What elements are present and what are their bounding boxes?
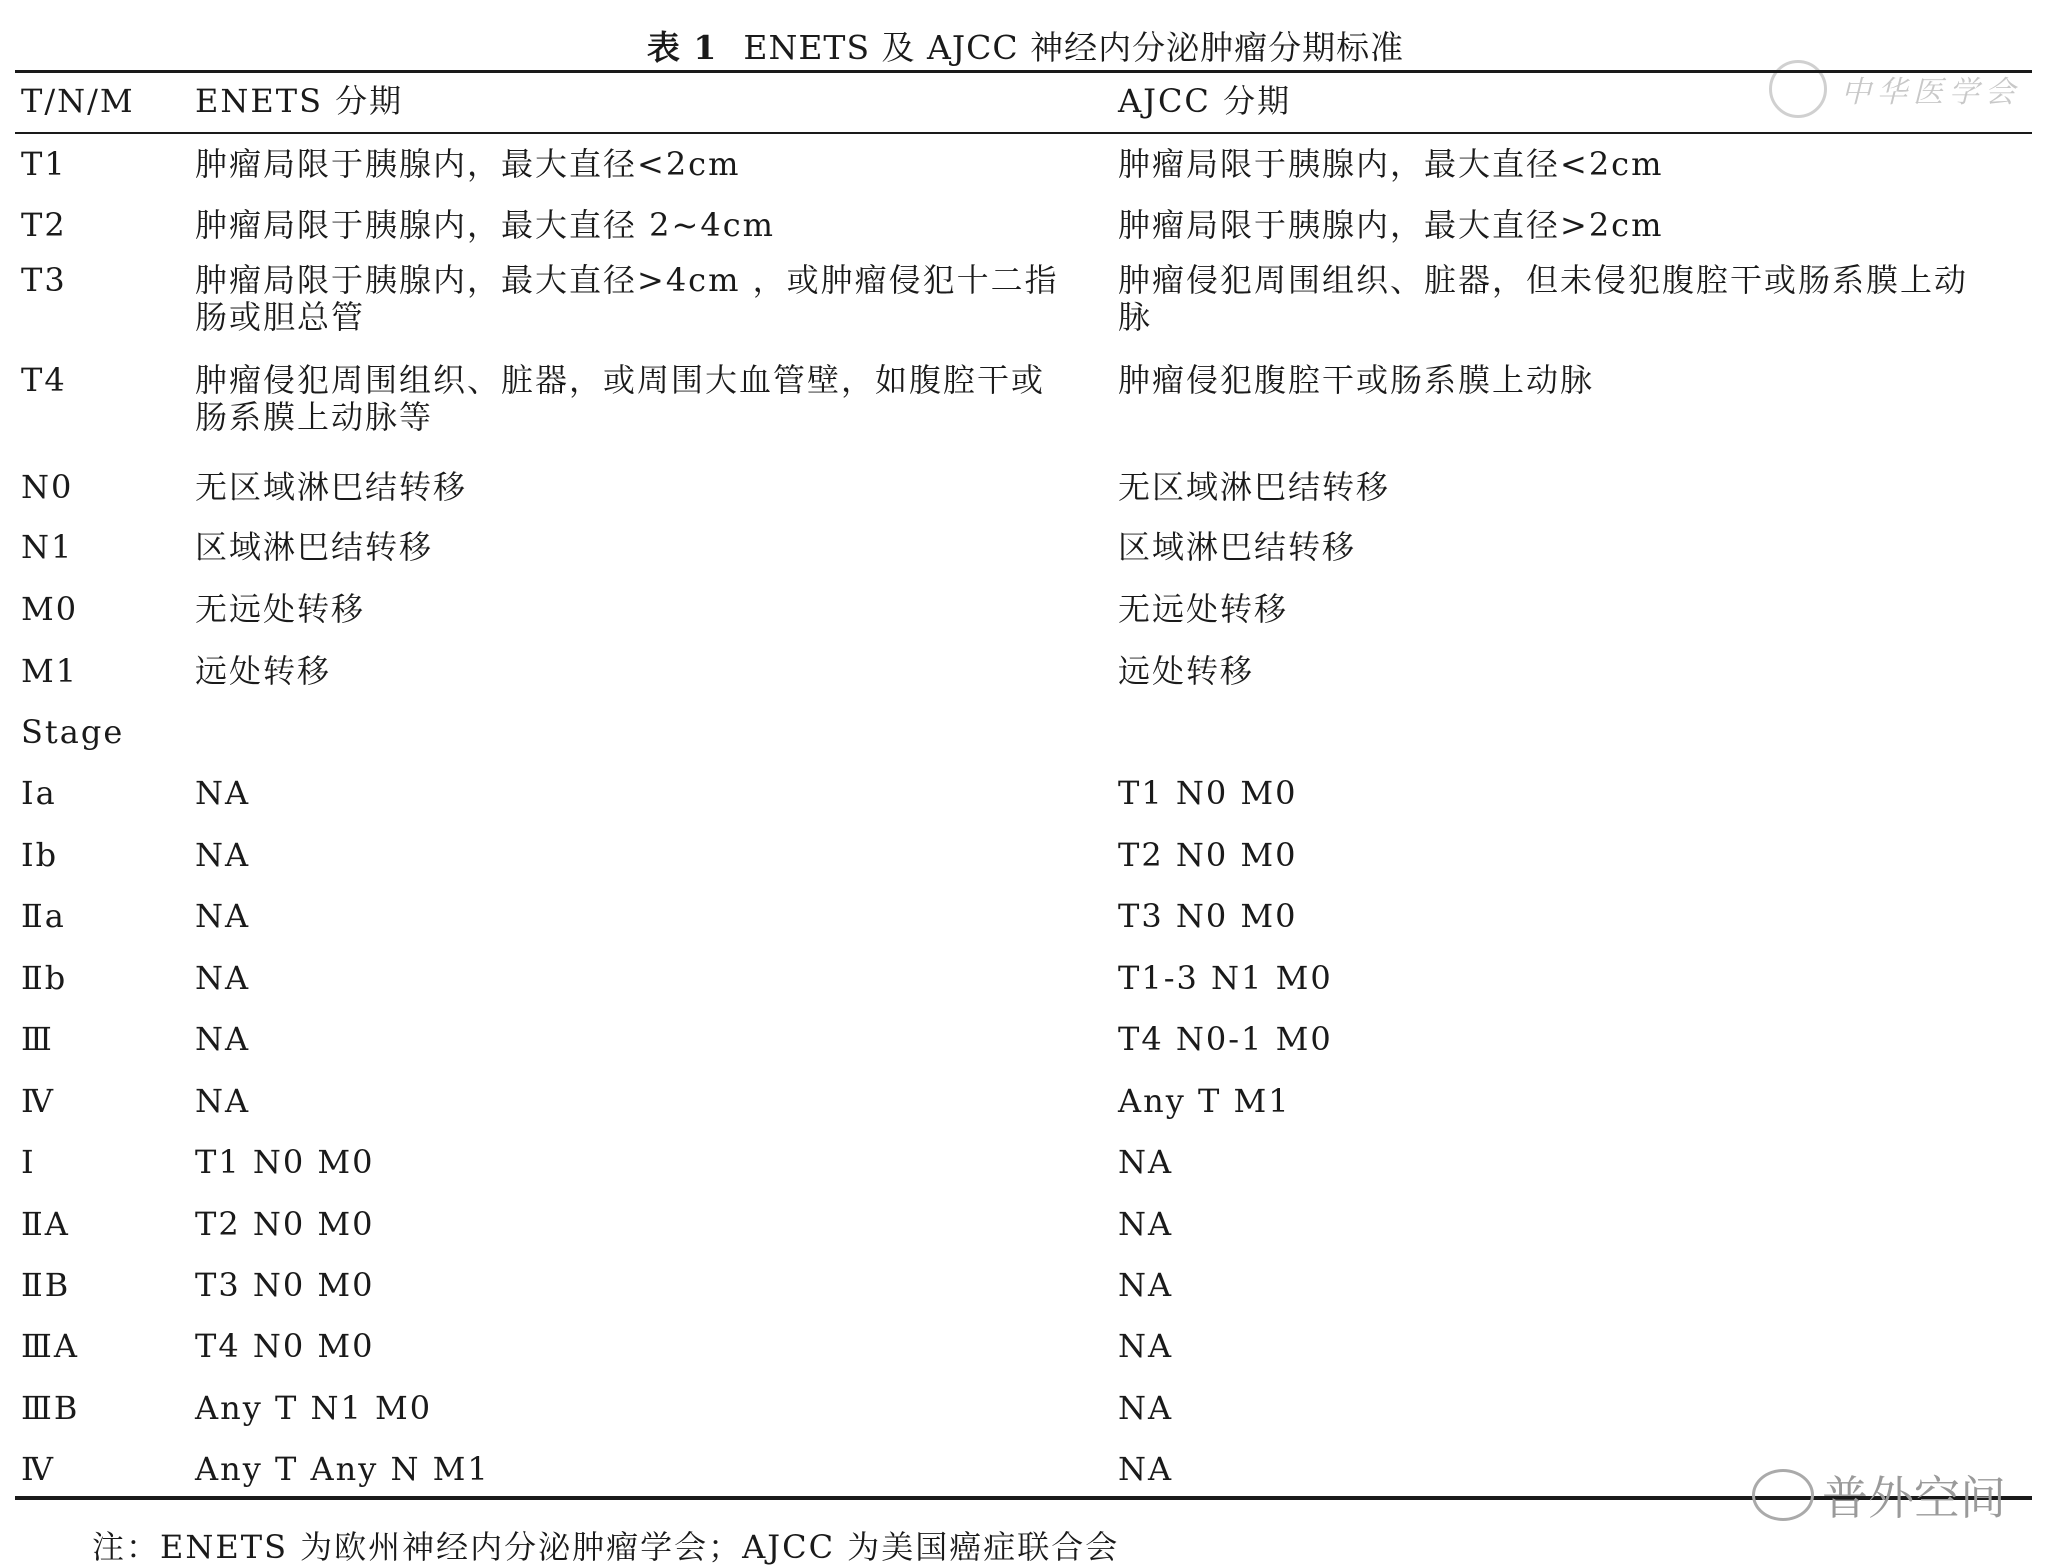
table-note: 注：ENETS 为欧州神经内分泌肿瘤学会；AJCC 为美国癌症联合会 (92, 1528, 1120, 1566)
cell-line: 肿瘤侵犯腹腔干或肠系膜上动脉 (1118, 361, 1595, 399)
cell-enets (195, 1144, 375, 1181)
cell-ajcc (1118, 960, 1333, 997)
cell-ajcc (1118, 262, 1968, 336)
cell-line: T1 N0 M0 (1118, 774, 1298, 812)
cell-enets (195, 1267, 375, 1304)
cell-ajcc (1118, 1206, 1173, 1243)
cell-enets (195, 529, 433, 566)
row-label: N1 (21, 528, 74, 566)
cell-enets (195, 1206, 375, 1243)
cell-line: T2 N0 M0 (1118, 836, 1298, 874)
cell-ajcc (1118, 1083, 1291, 1120)
cell-line: 无区域淋巴结转移 (1118, 468, 1391, 506)
cell-line: 无远处转移 (195, 590, 366, 628)
cell-line: 肠或胆总管 (195, 298, 366, 336)
cell-enets (195, 1021, 250, 1058)
cell-line: Any T Any N M1 (195, 1450, 490, 1488)
cell-enets (195, 591, 365, 628)
cell-ajcc (1118, 469, 1390, 506)
cell-ajcc (1118, 146, 1663, 183)
row-label: ⅢA (21, 1327, 79, 1365)
row-label: N0 (21, 468, 74, 506)
row-label: Ⅰ (21, 1143, 36, 1181)
cell-line: NA (195, 959, 251, 997)
cell-ajcc (1118, 1451, 1173, 1488)
cell-line: NA (195, 774, 251, 812)
bottom-rule (15, 1496, 2032, 1500)
cell-ajcc (1118, 1144, 1173, 1181)
cell-line: 无远处转移 (1118, 590, 1289, 628)
cell-line: T4 N0 M0 (195, 1327, 375, 1365)
header-ajcc: AJCC 分期 (1118, 82, 1292, 120)
cell-line: 远处转移 (1118, 652, 1255, 690)
cell-line: 肿瘤局限于胰腺内，最大直径 2~4cm (195, 206, 775, 244)
cell-ajcc (1118, 362, 1594, 399)
cell-ajcc (1118, 529, 1356, 566)
row-label: Ⅱa (21, 897, 66, 935)
table-title (0, 22, 2051, 69)
cell-ajcc (1118, 207, 1663, 244)
cell-enets (195, 469, 467, 506)
cell-line: Any T M1 (1118, 1082, 1291, 1120)
cell-enets (195, 362, 1045, 436)
cell-enets (195, 146, 740, 183)
cell-ajcc (1118, 1267, 1173, 1304)
cell-line: NA (1118, 1205, 1174, 1243)
header-tnm: T/N/M (21, 82, 135, 120)
row-label: T3 (21, 261, 67, 299)
row-label: M0 (21, 590, 79, 628)
header-enets: ENETS 分期 (195, 82, 404, 120)
cell-line: 区域淋巴结转移 (1118, 528, 1357, 566)
cell-line: T4 N0-1 M0 (1118, 1020, 1333, 1058)
cell-line: NA (195, 836, 251, 874)
cell-enets (195, 1328, 375, 1365)
publisher-watermark-text: 中华医学会 (1841, 75, 2021, 110)
cell-enets (195, 1083, 250, 1120)
row-label: M1 (21, 652, 79, 690)
seal-icon (1769, 60, 1827, 118)
top-rule (15, 70, 2032, 73)
row-label: Stage (21, 713, 125, 751)
cell-enets (195, 837, 250, 874)
cell-line: NA (1118, 1143, 1174, 1181)
row-label: Ⅰb (21, 836, 59, 874)
publisher-watermark (1769, 60, 2021, 118)
cell-ajcc (1118, 653, 1254, 690)
row-label: Ⅱb (21, 959, 68, 997)
row-label: Ⅳ (21, 1082, 55, 1120)
cell-enets (195, 1451, 490, 1488)
cell-ajcc (1118, 1021, 1333, 1058)
cell-ajcc (1118, 1328, 1173, 1365)
cell-line: Any T N1 M0 (195, 1389, 433, 1427)
row-label: T2 (21, 206, 67, 244)
cell-line: 肿瘤局限于胰腺内，最大直径<2cm (1118, 145, 1664, 183)
row-label: ⅡB (21, 1266, 71, 1304)
cell-enets (195, 775, 250, 812)
wechat-icon (1752, 1469, 1814, 1521)
cell-line: T1 N0 M0 (195, 1143, 375, 1181)
cell-line: T3 N0 M0 (195, 1266, 375, 1304)
cell-ajcc (1118, 775, 1298, 812)
cell-line: NA (195, 1020, 251, 1058)
row-label: T4 (21, 361, 67, 399)
row-label: ⅡA (21, 1205, 70, 1243)
cell-line: 肿瘤侵犯周围组织、脏器，或周围大血管壁，如腹腔干或 (195, 361, 1046, 399)
cell-line: 无区域淋巴结转移 (195, 468, 468, 506)
row-label: T1 (21, 145, 67, 183)
cell-line: NA (1118, 1450, 1174, 1488)
row-label: Ⅲ (21, 1020, 54, 1058)
cell-line: 肿瘤侵犯周围组织、脏器，但未侵犯腹腔干或肠系膜上动 (1118, 261, 1969, 299)
cell-enets (195, 653, 331, 690)
account-watermark (1752, 1462, 2006, 1528)
row-label: ⅢB (21, 1389, 80, 1427)
cell-line: T2 N0 M0 (195, 1205, 375, 1243)
row-label: Ⅰa (21, 774, 57, 812)
account-watermark-text: 普外空间 (1822, 1471, 2006, 1525)
cell-line: T1-3 N1 M0 (1118, 959, 1333, 997)
cell-ajcc (1118, 898, 1298, 935)
cell-enets (195, 262, 1059, 336)
cell-line: NA (1118, 1327, 1174, 1365)
cell-line: 肿瘤局限于胰腺内，最大直径<2cm (195, 145, 741, 183)
cell-ajcc (1118, 591, 1288, 628)
cell-enets (195, 207, 775, 244)
header-rule (15, 132, 2032, 134)
cell-line: 区域淋巴结转移 (195, 528, 434, 566)
cell-line: 远处转移 (195, 652, 332, 690)
cell-ajcc (1118, 837, 1298, 874)
cell-line: 肿瘤局限于胰腺内，最大直径>4cm ，或肿瘤侵犯十二指 (195, 261, 1059, 299)
cell-line: 脉 (1118, 298, 1153, 336)
cell-enets (195, 898, 250, 935)
table-title-text: ENETS 及 AJCC 神经内分泌肿瘤分期标准 (743, 28, 1405, 67)
table-number: 表 1 (646, 28, 718, 67)
cell-line: 肿瘤局限于胰腺内，最大直径>2cm (1118, 206, 1664, 244)
cell-enets (195, 960, 250, 997)
cell-ajcc (1118, 1390, 1173, 1427)
cell-line: NA (1118, 1266, 1174, 1304)
cell-line: NA (195, 897, 251, 935)
cell-enets (195, 1390, 432, 1427)
row-label: Ⅳ (21, 1450, 55, 1488)
cell-line: T3 N0 M0 (1118, 897, 1298, 935)
cell-line: 肠系膜上动脉等 (195, 398, 434, 436)
cell-line: NA (195, 1082, 251, 1120)
cell-line: NA (1118, 1389, 1174, 1427)
